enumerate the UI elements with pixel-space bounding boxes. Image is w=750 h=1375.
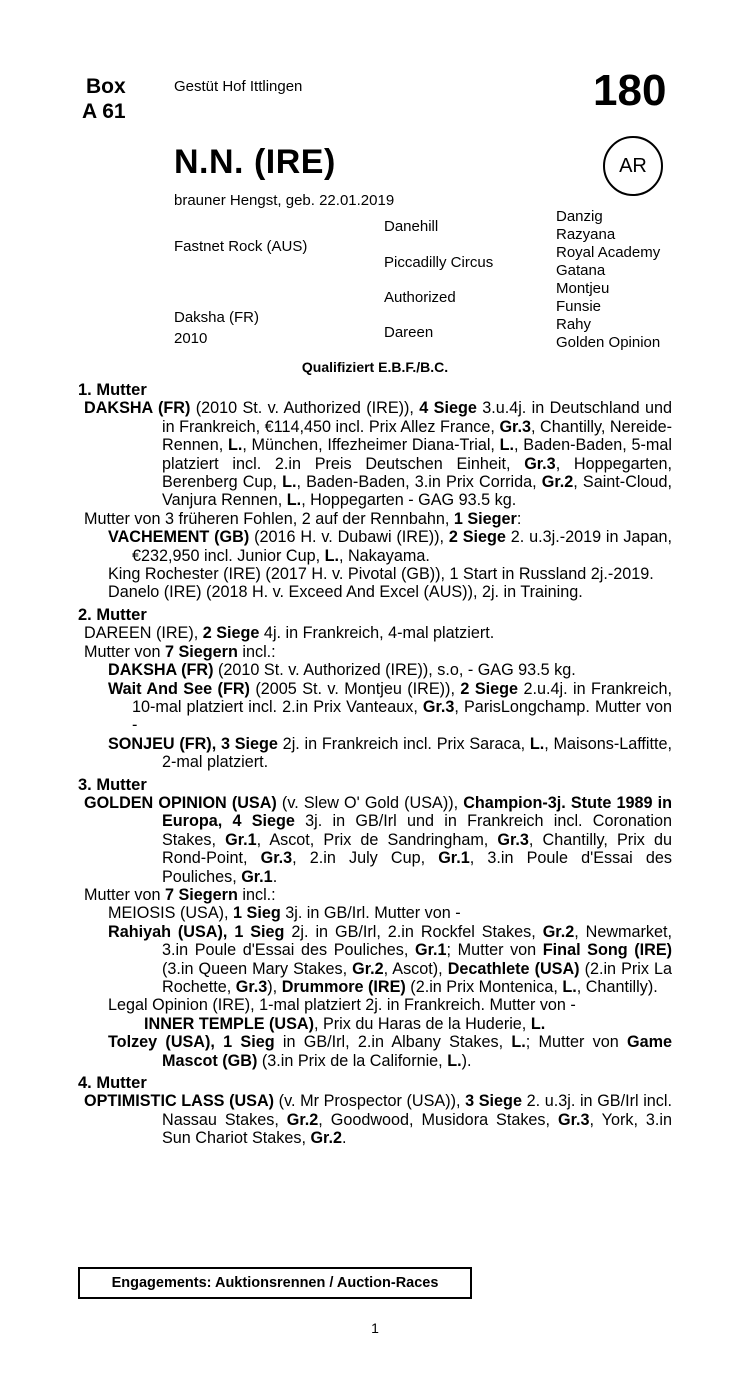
family-paragraph [78,510,672,528]
pedigree-ggp-7: Rahy [556,316,592,333]
bold-text: L. [529,734,545,753]
bold-text: 2 Siege [448,528,506,547]
box-number: A 61 [82,100,126,123]
pedigree-ggp-3: Royal Academy [556,244,661,261]
text: (3.in Prix de la Californie, [257,1051,448,1070]
text: : [516,509,522,528]
bold-text: 4 Siege [419,399,477,418]
bold-text: Gr.1 [415,941,447,960]
bold-text: Gr.1 [438,849,470,868]
bold-text: Game Mascot (GB) [162,1033,672,1070]
horse-description: brauner Hengst, geb. 22.01.2019 [174,192,395,209]
bold-text: Gr.3 [524,454,556,473]
pedigree-ggp-5: Montjeu [556,280,610,297]
box-label-block [82,74,142,124]
text: (v. Slew O' Gold (USA)), [276,793,464,812]
dam-heading: 3. Mutter [78,775,147,794]
ar-badge: AR [603,136,663,196]
bold-text: Gr.2 [542,922,575,941]
text: , Prix du Haras de la Huderie, [313,1014,531,1033]
text: incl.: [237,642,276,661]
text: 4j. in Frankreich, 4-mal platziert. [259,624,495,643]
bold-text: GOLDEN OPINION (USA) [84,793,277,812]
bold-text: 7 Siegern [164,642,238,661]
text: (2016 H. v. Dubawi (IRE)), [249,528,449,547]
dam-heading: 4. Mutter [78,1074,147,1093]
qualification: Qualifiziert E.B.F./B.C. [301,359,449,375]
family-paragraph [78,735,672,772]
pedigree-dam: Daksha (FR) [174,309,260,326]
dam-section [78,381,672,602]
dam-section [78,1074,672,1148]
text: , München, Iffezheimer Diana-Trial, [242,436,500,455]
bold-text: DAKSHA (FR) [108,661,214,680]
bold-text: L. [530,1014,546,1033]
bold-text: DAKSHA (FR) [84,399,191,418]
text: , Baden-Baden, 5-mal platziert incl. 2.in Preis Deutschen Einheit, [162,436,672,473]
text: , Baden-Baden, 3.in Prix Corrida, [296,473,542,492]
text: (2005 St. v. Montjeu (IRE)), [249,679,461,698]
family-paragraph [78,794,672,886]
text: 2j. in GB/Irl, 2.in Rockfel Stakes, [284,922,543,941]
bold-text: SONJEU (FR), 3 Siege [108,734,278,753]
text: , Hoppegarten - GAG 93.5 kg. [301,491,517,510]
text: , ParisLongchamp. Mutter von - [132,697,672,735]
text: in GB/Irl, 2.in Albany Stakes, [274,1033,512,1052]
text: ). [461,1051,472,1070]
pedigree-sire: Fastnet Rock (AUS) [174,238,308,255]
text: 3.u.4j. in Deutschland und in Frankreich, €114,450 incl. Prix Allez France, [162,399,672,436]
text: 2j. in Frankreich incl. Prix Saraca, [277,734,530,753]
bold-text: INNER TEMPLE (USA) [144,1014,314,1033]
text: Mutter von [84,642,165,661]
text: , Hoppegarten, Berenberg Cup, [162,454,673,492]
text: Danelo (IRE) (2018 H. v. Exceed And Excel (AUS)), 2j. in Training. [108,583,583,602]
stud-name: Gestüt Hof Ittlingen [174,78,303,95]
text: 2. u.3j.-2019 in Japan, €232,950 incl. Junior Cup, [132,528,672,565]
bold-text: Final Song (IRE) [542,941,673,960]
bold-text: 3 Siege [465,1092,522,1111]
bold-text: Gr.2 [286,1110,319,1129]
bold-text: L. [447,1051,462,1070]
text: ; Mutter von [525,1033,627,1052]
bold-text: Gr.2 [310,1129,342,1148]
family-paragraph [78,399,672,509]
text: (2.in Prix Montenica, [405,978,563,996]
bold-text: Gr.1 [225,830,257,849]
pedigree-ggp-1: Danzig [556,208,603,225]
bold-text: Drummore (IRE) [281,978,406,996]
dam-section [78,606,672,772]
family-paragraph [78,1033,672,1070]
text: (2010 St. v. Authorized (IRE)), s.o, - GAG 93.5 kg. [213,661,576,680]
family-paragraph [78,1092,672,1147]
family-paragraph [78,680,672,735]
text: King Rochester (IRE) (2017 H. v. Pivotal (GB)), 1 Start in Russland 2j.-2019. [108,565,654,584]
bold-text: Wait And See (FR) [108,679,250,698]
text: , 2.in July Cup, [292,849,439,868]
text: , 3.in Poule d'Essai des Pouliches, [162,849,673,886]
text: . [341,1129,347,1148]
bold-text: Gr.1 [241,867,273,886]
text: ; Mutter von [446,941,543,960]
text: , Goodwood, Musidora Stakes, [318,1110,558,1129]
pedigree-gp-2: Piccadilly Circus [384,254,494,271]
bold-text: 1 Sieg [233,904,281,923]
bold-text: Gr.2 [352,959,384,978]
bold-text: Gr.2 [541,473,574,492]
page-number: 1 [371,1320,379,1336]
text: incl.: [237,885,276,904]
text: , York, 3.in Sun Chariot Stakes, [162,1110,672,1148]
bold-text: 7 Siegern [164,885,238,904]
pedigree-dam-year: 2010 [174,330,208,347]
bold-text: 2 Siege [202,624,260,643]
bold-text: Tolzey (USA), 1 Sieg [108,1033,275,1052]
pedigree-gp-4: Dareen [384,324,434,341]
text: ), [267,978,282,996]
text: , Chantilly). [576,978,658,996]
text: Mutter von [84,885,165,904]
text: Mutter von 3 früheren Fohlen, 2 auf der Rennbahn, [84,509,454,528]
pedigree-gp-1: Danehill [384,218,439,235]
family-paragraph [78,643,672,661]
pedigree-ggp-4: Gatana [556,262,606,279]
dam-heading: 2. Mutter [78,605,147,624]
dam-heading: 1. Mutter [78,381,147,399]
family-paragraph [78,996,672,1014]
text: (2.in Prix La Rochette, [162,959,672,996]
bold-text: L. [511,1033,526,1052]
pedigree-gp-3: Authorized [384,289,456,306]
bold-text: L. [324,546,339,565]
text: , Newmarket, 3.in Poule d'Essai des Pouliches, [162,922,672,960]
dam-section [78,776,672,1071]
text: , Saint-Cloud, Vanjura Rennen, [162,473,672,510]
engagements-box: Engagements: Auktionsrennen / Auction-Races [78,1267,472,1299]
bold-text: Gr.3 [422,697,455,716]
bold-text: Rahiyah (USA), 1 Sieg [108,922,285,941]
bold-text: OPTIMISTIC LASS (USA) [84,1092,275,1111]
text: , Chantilly, Prix du Rond-Point, [162,830,673,868]
family-paragraph [78,624,672,642]
bold-text: L. [282,473,297,492]
pedigree-ggp-6: Funsie [556,298,602,315]
text: , Chantilly, Nereide-Rennen, [162,417,672,455]
text: 2. u.3j. in GB/Irl incl. Nassau Stakes, [162,1092,672,1129]
text: , Ascot, Prix de Sandringham, [256,830,498,849]
bold-text: Gr.3 [260,849,293,868]
family-paragraph [78,1015,672,1033]
text: 2.u.4j. in Frankreich, 10-mal platziert incl. 2.in Prix Vanteaux, [132,679,673,716]
bold-text: Gr.3 [499,417,531,436]
bold-text: L. [227,436,243,455]
family-notes [78,381,672,1148]
family-paragraph [78,923,672,997]
pedigree-ggp-8: Golden Opinion [556,334,661,351]
family-paragraph [78,886,672,904]
family-paragraph [78,904,672,922]
text: (v. Mr Prospector (USA)), [274,1092,466,1111]
text: (3.in Queen Mary Stakes, [162,959,353,978]
bold-text: 2 Siege [460,679,519,698]
bold-text: Gr.3 [557,1110,590,1129]
text: 3j. in GB/Irl. Mutter von - [280,904,461,923]
text: (2010 St. v. Authorized (IRE)), [190,399,420,418]
horse-name: N.N. (IRE) [174,143,336,181]
bold-text: L. [499,436,515,455]
text: DAREEN (IRE), [84,624,203,643]
family-paragraph [78,528,672,565]
bold-text: 1 Sieger [453,509,517,528]
bold-text: L. [286,491,302,510]
text: , Nakayama. [338,546,430,565]
box-label: Box [86,75,126,98]
text: Legal Opinion (IRE), 1-mal platziert 2j. in Frankreich. Mutter von - [108,996,576,1015]
lot-number: 180 [593,66,667,115]
text: , Ascot), [383,959,448,978]
bold-text: Decathlete (USA) [447,959,580,978]
bold-text: VACHEMENT (GB) [108,528,250,547]
family-paragraph [78,565,672,583]
family-paragraph [78,583,672,601]
bold-text: Champion-3j. Stute 1989 in Europa, 4 Siege [162,793,672,831]
pedigree-ggp-2: Razyana [556,226,616,243]
bold-text: Gr.3 [497,830,529,849]
bold-text: Gr.3 [235,978,268,996]
text: 3j. in GB/Irl und in Frankreich incl. Coronation Stakes, [162,812,672,849]
family-paragraph [78,661,672,679]
text: , Maisons-Laffitte, 2-mal platziert. [162,734,673,772]
text: . [272,867,278,886]
bold-text: L. [562,978,577,996]
text: MEIOSIS (USA), [108,904,234,923]
